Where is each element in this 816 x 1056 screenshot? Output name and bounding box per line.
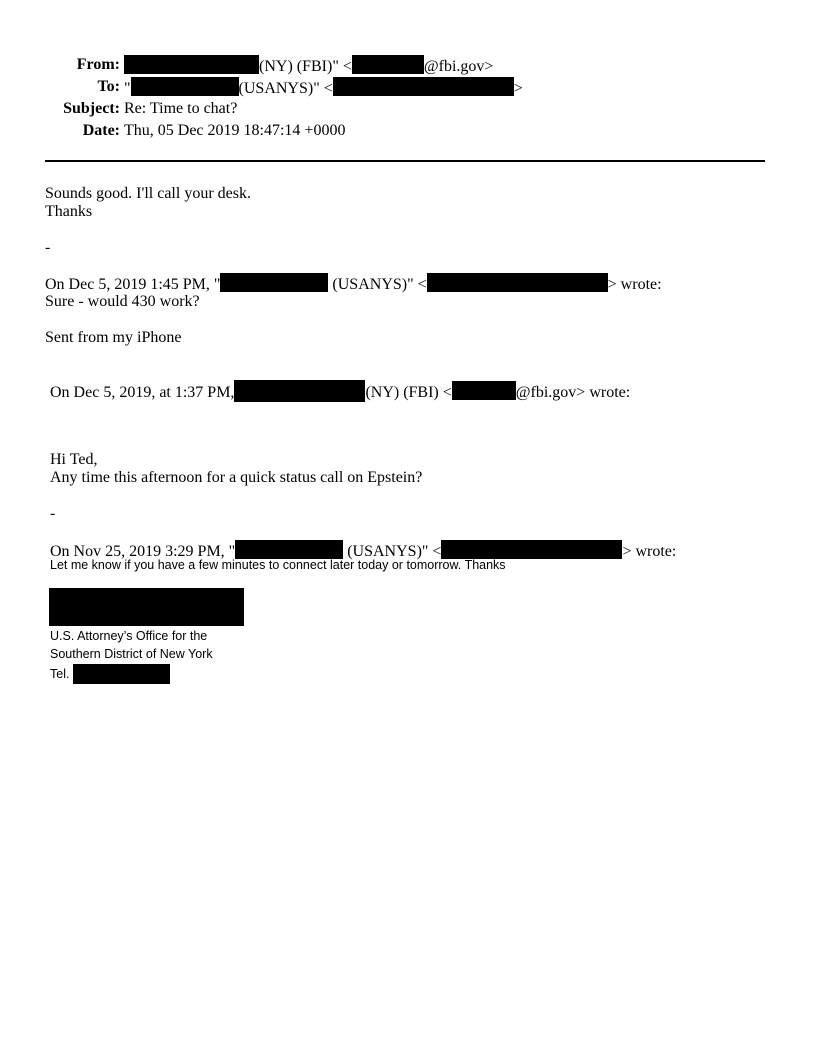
signature-tel xyxy=(50,664,170,684)
quote2-text: Any time this afternoon for a quick status call on Epstein? xyxy=(50,469,423,486)
reply-line-2: Thanks xyxy=(45,203,93,220)
from-value xyxy=(124,55,493,76)
quote2-middle: (NY) (FBI) < xyxy=(365,384,452,401)
date-value: Thu, 05 Dec 2019 18:47:14 +0000 xyxy=(124,122,346,139)
to-name-suffix: (USANYS)" < xyxy=(238,80,333,97)
from-label: From: xyxy=(76,56,120,73)
redaction-to-email xyxy=(333,77,514,96)
quote2-greeting: Hi Ted, xyxy=(50,451,98,468)
header-divider xyxy=(45,160,765,162)
quote2-attribution xyxy=(50,380,630,402)
quote3-text: Let me know if you have a few minutes to connect later today or tomorrow. Thanks xyxy=(50,558,506,572)
redaction-signature-tel xyxy=(73,664,170,684)
quote1-signature: Sent from my iPhone xyxy=(45,329,182,346)
from-name-suffix: (NY) (FBI)" < xyxy=(259,58,352,75)
quote1-suffix: > wrote: xyxy=(607,276,662,293)
quote2-dash: - xyxy=(50,505,56,522)
redaction-quote2-email xyxy=(452,381,516,400)
quote3-middle: (USANYS)" < xyxy=(347,543,442,560)
quote3-prefix: On Nov 25, 2019 3:29 PM, " xyxy=(50,543,236,560)
quote1-middle: (USANYS)" < xyxy=(332,276,427,293)
subject-value: Re: Time to chat? xyxy=(124,100,238,117)
from-email-domain: @fbi.gov> xyxy=(423,58,494,75)
redaction-quote1-name xyxy=(220,273,328,292)
signature-tel-label: Tel. xyxy=(50,667,70,681)
reply-line-1: Sounds good. I'll call your desk. xyxy=(45,185,251,202)
quote2-suffix: @fbi.gov> wrote: xyxy=(515,384,631,401)
redaction-to-name xyxy=(131,77,239,96)
quote2-prefix: On Dec 5, 2019, at 1:37 PM, xyxy=(50,384,235,401)
reply-dash: - xyxy=(45,239,51,256)
date-label: Date: xyxy=(82,122,120,139)
redaction-quote1-email xyxy=(427,273,608,292)
to-quote: " xyxy=(124,80,131,97)
quote3-suffix: > wrote: xyxy=(622,543,677,560)
to-value xyxy=(124,77,523,98)
redaction-from-name xyxy=(124,55,259,74)
signature-office-line-2: Southern District of New York xyxy=(50,647,213,661)
redaction-quote2-name xyxy=(234,380,365,402)
subject-label: Subject: xyxy=(63,100,120,117)
redaction-from-email xyxy=(352,55,424,74)
redaction-signature-name xyxy=(49,588,244,626)
to-label: To: xyxy=(97,78,120,95)
signature-office-line-1: U.S. Attorney’s Office for the xyxy=(50,629,208,643)
quote1-attribution xyxy=(45,273,662,294)
quote1-text: Sure - would 430 work? xyxy=(45,293,200,310)
to-close: > xyxy=(513,80,523,97)
quote1-prefix: On Dec 5, 2019 1:45 PM, " xyxy=(45,276,221,293)
